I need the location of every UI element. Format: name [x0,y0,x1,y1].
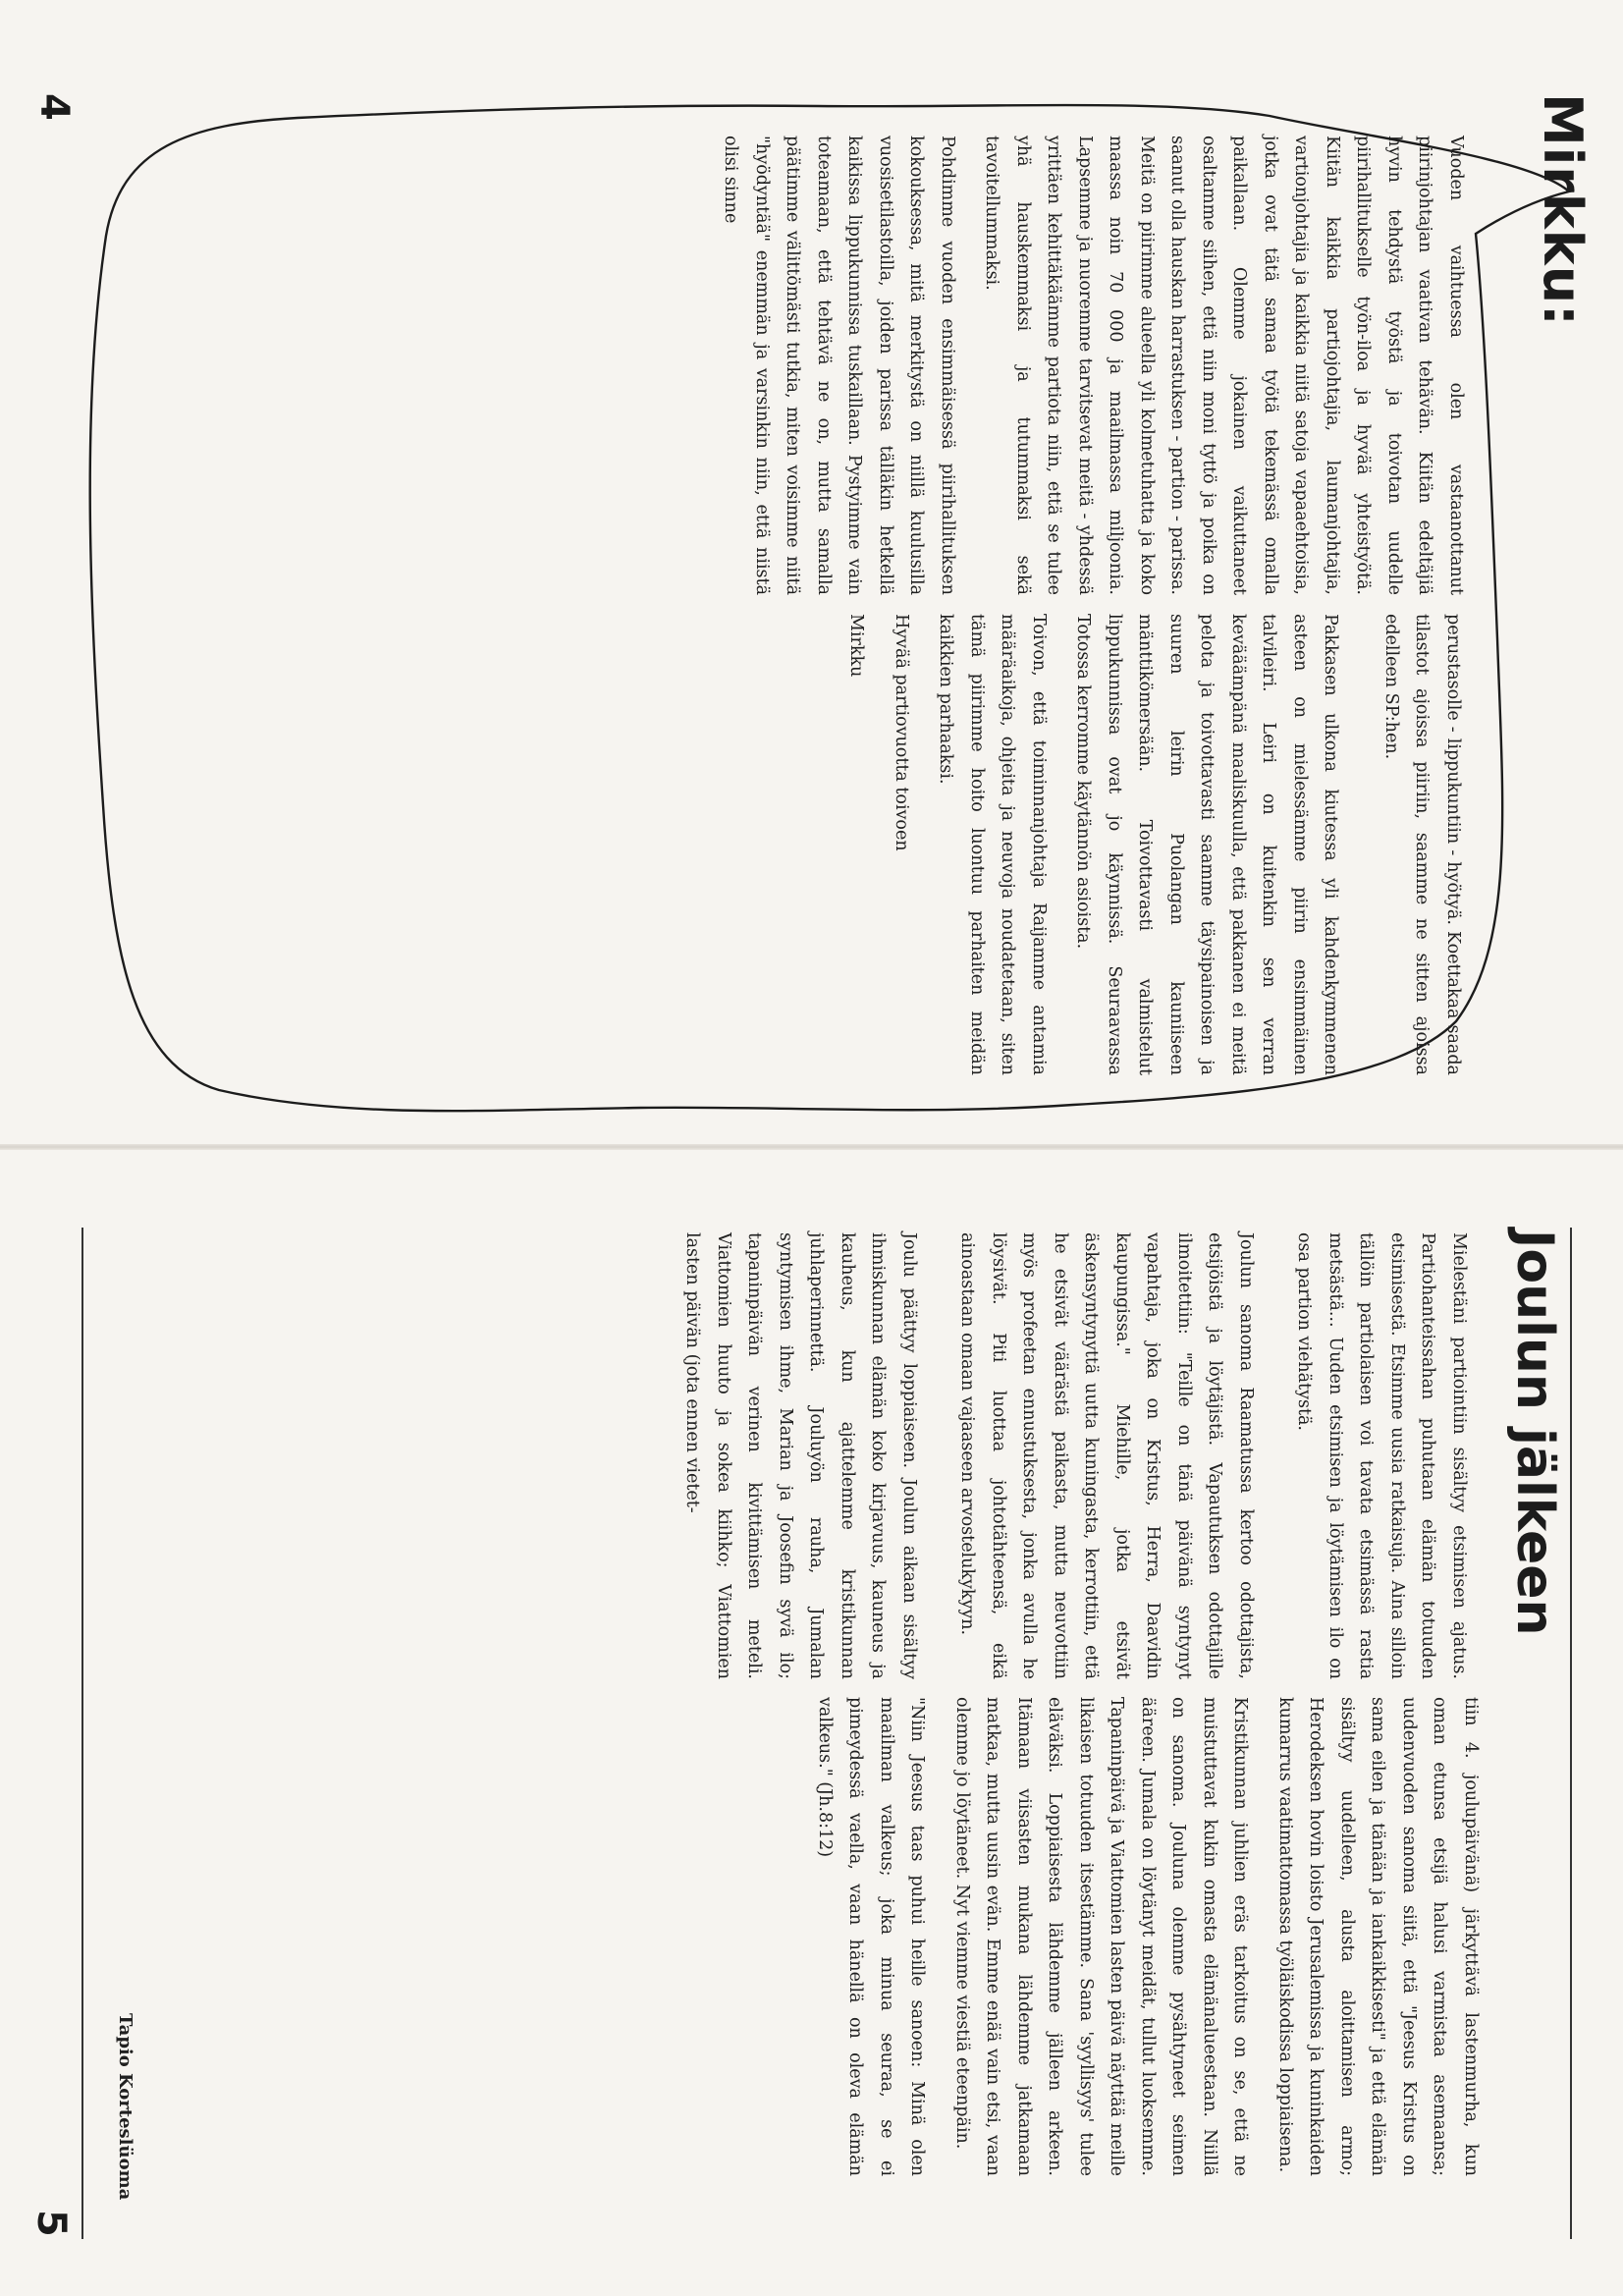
paragraph: Pakkasen ulkona kiutessa yli kahdenkymmenen asteen on mielessämme piirin ensimmäinen talvileiri. Leiri on kuitenkin sen verran kevääämpänä maaliskuulla, että pakkanen ei meitä pelota ja toivottavasti saamme täysipainoisen ja suuren leirin Puolangan kauniiseen mänttikömersään. Toivottavasti valmistelut lippukunnissa ovat jo käynnissä. Seuraavassa Totossa kerromme käytännön asioista. [1073,614,1341,1075]
paragraph: tiin 4. joulupäivänä) järkyttävä lastenmurha, kun oman etunsa etsijä halusi varmistaa asemaansa; uudenvuoden sanoma siitä, että "Jeesus Kristus on sama eilen ja tänään ja iankaikkisesti" ja että elämän sisältyy uudelleen, alusta aloittamisen armo; Herodeksen hovin loisto Jerusalemissa ja kuninkaiden kumarrus vaatimattomassa työläiskodissa loppiaisena. [1275,1697,1481,2176]
paragraph: Joulun sanoma Raamatussa kertoo odottajista, etsijöistä ja löytäjistä. Vapautuksen odottajille ilmoitettiin: "Teille on tänä päivänä syntynyt vapahtaja, joka on Kristus, Herra, Daavidin kaupungissa." Miehille, jotka etsivät äskensyntynyttä uutta kuningasta, kerrottiin, että he etsivät väärästä paikasta, mutta neuvottiin myös profeetan ennustuksesta, jonka avulla he löysivät. Piti luottaa johtotähteensä, eikä ainoastaan omaan vajaaseen arvostelukykyyn. [957,1232,1256,1679]
text-column-right [809,1697,1487,2176]
paragraph: Toivon, että toiminnanjohtaja Raijamme antamia määräaikoja, ohjeita ja neuvoja noudatetaan, siten tämä piirimme hoito luontuu parhaiten meidän kaikkien parhaaksi. [936,614,1049,1075]
page-title: Joulun jälkeen [1505,1230,1564,1636]
closing-line: Hyvää partiovuotta toivoen [892,614,911,851]
top-rule [1570,1228,1572,2239]
paragraph: Joulu päättyy loppiaiseen. Joulun aikaan sisältyy ihmiskunnan elämän koko kirjavuus, kauneus ja kauheus, kun ajattelemme kristikunnan juhlaperinnettä. Jouluyön rauha, Jumalan syntymisen ihme, Marian ja Joosefin syvä ilo; tapaninpäivän verinen kivittämisen meteli. Viattomien huuto ja sokea kiihko; Viattomien lasten päivän (jota ennen vietet- [682,1232,919,1679]
signature: Mirkku [846,614,867,678]
text-column-left [676,1232,1474,1679]
bottom-rule [81,1228,83,2239]
paragraph: Pohdimme vuoden ensimmäisessä piirihallituksen kokouksessa, mitä merkitystä on niillä kuulusilla vuosisetilastoilla, joiden parissa tälläkin hetkellä kaikissa lippukunnissa tuskaillaan. Pystyimme vain toteamaan, että tehtävä ne on, mutta samalla päätimme välittömästi tutkia, miten voisimme niitä "hyödyntää" enemmän ja varsinkin niin, että niistä olisi sinne [721,136,957,595]
paragraph: Vuoden vaihtuessa olen vastaanottanut piirinjohtajan vaativan tehävän. Kiitän edeltäjiä hyvin tehdystä työstä ja toivotan uudelle piirihallitukselle työn-iloa ja hyvää yhteistyötä. Kiitän kaikkia partiojohtajia, laumanjohtajia, vartionjohtajia ja kaikkia niitä satoja vapaaehtoisia, jotka ovat tätä samaa työtä tekemässä omalla paikallaan. Olemme jokainen vaikuttaneet osaltamme siihen, että niin moni tyttö ja poika on saanut olla hauskan harrastuksen - partion - parissa. Meitä on piirimme alueella yli kolmetuhatta ja koko maassa noin 70 000 ja maailmassa miljoonia. Lapsemme ja nuoremme tarvitsevat meitä - yhdessä yrittäen kehittäkäämme partiota niin, että se tulee yhä hauskemmaksi ja tutummaksi sekä tavoitellummaksi. [982,136,1466,595]
paragraph: Kristikunnan juhlien eräs tarkoitus on se, että ne muistuttavat kukin omasta elämänalueestaan. Niillä on sanoma. Jouluna olemme pysähtyneet seimen ääreen. Jumala on löytänyt meidät, tullut luoksemme. Tapaninpäivä ja Viattomien lasten päivä näyttää meille likaisen totuuden itsestämme. Sana 'syyllisyys' tulee eläväksi. Loppiaisesta lähdemme jälleen arkeen. Itämaan viisasten mukana lähdemme jatkamaan matkaa, mutta uusin evän. Emme enää vain etsi, vaan olemme jo löytäneet. Nyt viemme viestiä eteenpäin. [952,1697,1251,2176]
text-column-right [840,614,1468,1075]
page-title: Mirkku: [1532,93,1594,327]
author-signature: Tapio Korteslüoma [115,2013,135,2201]
page-number: 5 [28,2210,74,2237]
page-4 [0,0,1623,1144]
paragraph: Mielestäni partiointiin sisältyy etsimisen ajatus. Partiohanteissahan puhutaan elämän totuuden etsimisestä. Etsimme uusia ratkaisuja. Aina silloin tällöin partiolaisen voi tavata etsimässä rastia metsästä... Uuden etsimisen ja löytämisen ilo on osa partion viehätystä. [1294,1232,1469,1679]
page-number: 4 [31,93,77,121]
page-5 [0,1149,1623,2296]
paragraph: perustasolle - lippukuntiin - hyötyä. Koettakaa saada tilastot ajoissa piiriin, saamme ne sitten ajoissa edelleen SP:hen. [1381,614,1463,1075]
quote: "Niin Jeesus taas puhui heille sanoen: Minä olen maailman valkeus; joka minua seuraa, se ei pimeydessä vaella, vaan hänellä on oleva elämän valkeus." (Jh.8:12) [815,1697,928,2176]
text-column-left [715,136,1471,595]
